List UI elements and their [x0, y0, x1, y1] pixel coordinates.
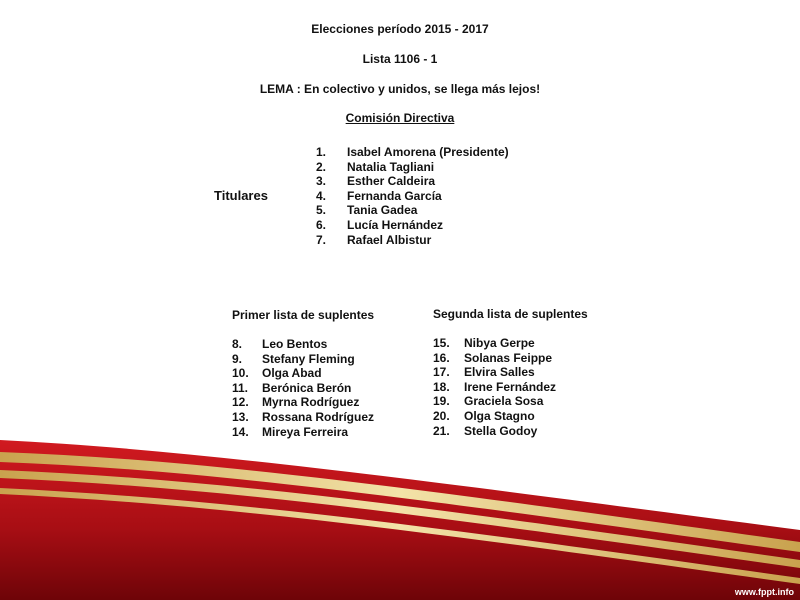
item-name: Leo Bentos [262, 337, 328, 351]
item-number: 19. [433, 394, 450, 409]
item-name: Rossana Rodríguez [262, 409, 375, 424]
item-name: Esther Caldeira [347, 174, 436, 189]
titulares-list [316, 145, 509, 247]
item-name: Rafael Albistur [347, 232, 432, 247]
footer-credit: www.fppt.info [734, 587, 794, 597]
item-number: 1. [316, 145, 327, 159]
list-item [232, 425, 374, 440]
item-number: 16. [433, 350, 450, 365]
list-item [232, 337, 374, 352]
list-item [232, 395, 374, 410]
list-item [232, 410, 374, 425]
item-number: 7. [316, 232, 327, 247]
item-number: 6. [316, 217, 327, 232]
list-item [316, 160, 509, 175]
item-name: Isabel Amorena (Presidente) [347, 145, 509, 159]
item-name: Stefany Fleming [262, 351, 355, 366]
list-item [316, 218, 509, 233]
item-number: 4. [316, 188, 327, 203]
list-item [433, 409, 556, 424]
section-heading: Comisión Directiva [345, 111, 455, 125]
item-number: 21. [433, 423, 450, 438]
list-item [316, 189, 509, 204]
item-name: Tania Gadea [347, 203, 418, 218]
segunda-lista-list [433, 336, 556, 438]
list-item [433, 365, 556, 380]
item-number: 3. [316, 174, 327, 189]
slide-title: Elecciones período 2015 - 2017 [311, 22, 489, 36]
list-item [316, 203, 509, 218]
primer-lista-list [232, 337, 374, 439]
list-item [316, 233, 509, 248]
list-item [316, 145, 509, 160]
item-number: 11. [232, 380, 249, 395]
item-name: Graciela Sosa [464, 394, 544, 409]
list-item [433, 424, 556, 439]
titulares-label: Titulares [214, 188, 268, 203]
item-name: Nibya Gerpe [464, 336, 535, 350]
list-item [232, 366, 374, 381]
item-number: 2. [316, 159, 327, 174]
primer-lista-heading: Primer lista de suplentes [232, 308, 375, 322]
item-name: Irene Fernández [464, 379, 557, 394]
item-number: 10. [232, 366, 249, 381]
item-name: Natalia Tagliani [347, 159, 435, 174]
list-item [232, 381, 374, 396]
item-name: Olga Abad [262, 366, 322, 381]
item-name: Lucía Hernández [347, 217, 444, 232]
item-name: Olga Stagno [464, 408, 535, 423]
item-number: 13. [232, 409, 249, 424]
item-number: 20. [433, 408, 450, 423]
list-item [433, 351, 556, 366]
item-name: Berónica Berón [262, 380, 352, 395]
item-name: Myrna Rodríguez [262, 395, 360, 410]
item-name: Elvira Salles [464, 365, 535, 380]
item-name: Stella Godoy [464, 423, 538, 438]
list-item [433, 380, 556, 395]
item-number: 12. [232, 395, 249, 410]
list-item [232, 352, 374, 367]
item-name: Solanas Feippe [464, 350, 553, 365]
motto: LEMA : En colectivo y unidos, se llega más lejos! [259, 82, 541, 96]
item-number: 5. [316, 203, 327, 218]
item-name: Mireya Ferreira [262, 424, 349, 439]
item-number: 9. [232, 351, 243, 366]
item-number: 8. [232, 337, 243, 351]
item-number: 14. [232, 424, 249, 439]
item-name: Fernanda García [347, 188, 442, 203]
list-item [316, 174, 509, 189]
list-item [433, 394, 556, 409]
item-number: 18. [433, 379, 450, 394]
segunda-lista-heading: Segunda lista de suplentes [433, 307, 588, 321]
item-number: 15. [433, 336, 450, 350]
list-item [433, 336, 556, 351]
list-number: Lista 1106 - 1 [362, 52, 438, 66]
item-number: 17. [433, 365, 450, 380]
